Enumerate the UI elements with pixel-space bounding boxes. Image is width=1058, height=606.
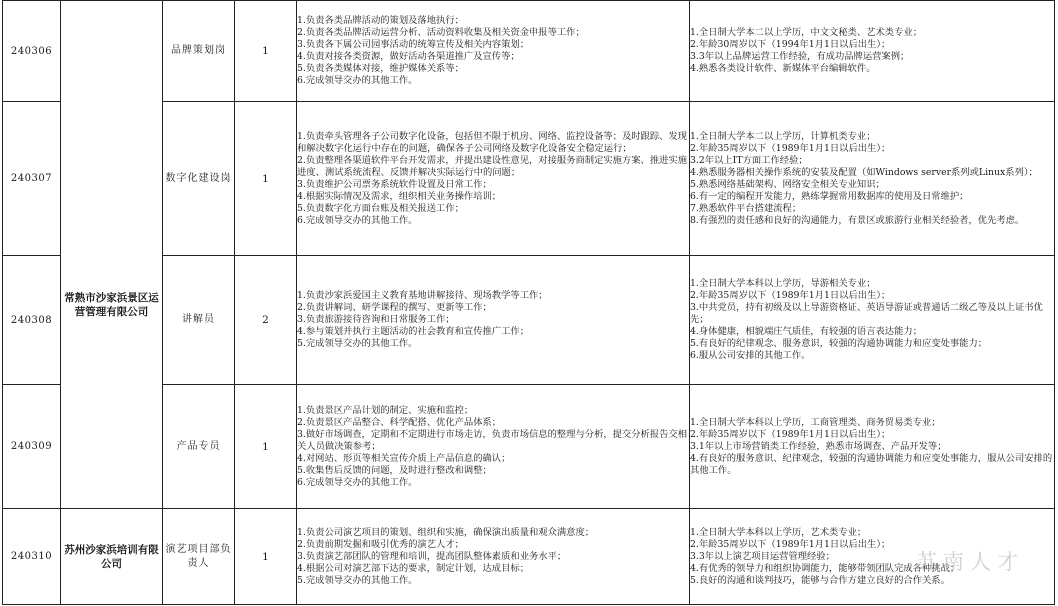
requirement-line: 2.年龄30周岁以下（1994年1月1日以后出生）； — [690, 39, 891, 50]
duties-cell — [297, 509, 690, 605]
duty-line: 5.负责各类媒体对接，维护媒体关系等； — [297, 63, 464, 74]
duty-line: 3.负责旅游接待咨询和日常服务工作； — [297, 314, 455, 325]
headcount: 1 — [235, 509, 297, 605]
job-code: 240307 — [3, 102, 61, 256]
position-name: 品牌策划岗 — [163, 1, 235, 102]
requirement-line: 1.全日制大学本二以上学历，中文文秘类、艺术类专业； — [690, 27, 922, 38]
requirements-cell — [690, 102, 1055, 256]
requirement-line: 4.熟悉服务器相关操作系统的安装及配置（如Windows server系列或Linux系列）； — [690, 166, 1038, 178]
position-name: 演艺项目部负责人 — [163, 509, 235, 605]
watermark: 苏南人才 — [916, 550, 1024, 574]
requirement-line: 5.良好的沟通和谈判技巧，能够与合作方建立良好的合作关系。 — [690, 574, 950, 586]
duty-line: 4.根据公司对演艺部下达的要求，制定计划，达成目标； — [297, 562, 529, 574]
requirement-line: 4.身体健康，相貌端庄气质佳，有较强的语言表达能力； — [690, 326, 922, 337]
requirement-line: 3.2年以上IT方面工作经验； — [690, 154, 808, 166]
requirement-line: 5.有良好的纪律观念、服务意识，较强的沟通协调能力和应变处事能力； — [690, 338, 988, 349]
duty-line: 4.对网站、形页等相关宣传介质上产品信息的确认； — [297, 452, 511, 464]
duty-line: 4.参与策划并执行主题活动的社会教育和宣传推广工作； — [297, 326, 529, 337]
duty-line: 1.负责公司演艺项目的策划、组织和实施，确保演出质量和观众满意度； — [297, 526, 595, 538]
requirement-line: 2.年龄35周岁以下（1989年1月1日以后出生）； — [690, 142, 891, 154]
position-name: 数字化建设岗 — [163, 102, 235, 256]
requirement-line: 5.熟悉网络基础架构、网络安全相关专业知识； — [690, 178, 885, 190]
duty-line: 6.完成领导交办的其他工作。 — [297, 75, 418, 86]
duty-line: 4.负责对接各类资源，做好活动各渠道推广及宣传等； — [297, 51, 520, 62]
duty-line: 6.完成领导交办的其他工作。 — [297, 476, 418, 488]
duties-cell — [297, 385, 690, 509]
duty-line: 2.负责前期发掘和吸引优秀的演艺人才； — [297, 538, 464, 550]
duty-line: 2.负责讲解词、研学课程的撰写、更新等工作； — [297, 302, 492, 313]
job-code: 240308 — [3, 256, 61, 385]
requirement-line: 3.3年以上品牌运营工作经验，有成功品牌运营案例； — [690, 51, 910, 62]
requirement-line: 1.全日制大学本科以上学历，导游相关专业； — [690, 278, 876, 289]
duty-line: 2.负责景区产品整合、科学配搭、优化产品体系； — [297, 416, 502, 428]
requirement-line: 3.中共党员，持有初级及以上导游资格证、英语导游证或普通话二级乙等及以上证书优先； — [690, 302, 1043, 325]
duty-line: 3.负责各下属公司园事活动的统筹宣传及相关内容策划； — [297, 39, 529, 50]
headcount: 1 — [235, 102, 297, 256]
headcount: 1 — [235, 385, 297, 509]
requirements-cell — [690, 385, 1055, 509]
requirement-line: 4.有良好的服务意识、纪律观念，较强的沟通协调能力和应变处事能力，服从公司安排的其他工作。 — [690, 452, 1053, 476]
company-cell: 苏州沙家浜培训有限公司 — [61, 509, 163, 605]
requirement-line: 3.3年以上演艺项目运营管理经验； — [690, 550, 835, 562]
requirement-line: 1.全日制大学本科以上学历，艺术类专业； — [690, 526, 867, 538]
duty-line: 6.完成领导交办的其他工作。 — [297, 214, 418, 226]
duty-line: 2.负责整理各渠道软件平台开发需求，并提出建设性意见，对接服务商制定实施方案、推进实施进度、测试系统流程、反馈并解决实际运行中的问题； — [297, 154, 688, 178]
requirement-line: 7.熟悉软件平台搭建流程； — [690, 202, 802, 214]
job-code: 240309 — [3, 385, 61, 509]
position-name: 讲解员 — [163, 256, 235, 385]
table-row — [3, 1, 1055, 102]
duty-line: 1.负责沙家浜爱国主义教育基地讲解接待、现场教学等工作； — [297, 290, 548, 301]
duties-cell — [297, 1, 690, 102]
requirement-line: 1.全日制大学本二以上学历，计算机类专业； — [690, 130, 876, 142]
requirements-cell — [690, 1, 1055, 102]
company-cell: 常熟市沙家浜景区运营管理有限公司 — [61, 1, 163, 509]
duty-line: 5.完成领导交办的其他工作。 — [297, 338, 418, 349]
duty-line: 1.负责景区产品计划的制定、实施和监控； — [297, 404, 474, 416]
table-row — [3, 509, 1055, 605]
duties-cell — [297, 256, 690, 385]
duty-line: 5.负责数字化方面台账及相关报送工作； — [297, 202, 464, 214]
duty-line: 2.负责各类品牌活动运营分析、活动资料收集及相关资金申报等工作； — [297, 27, 585, 38]
duty-line: 5.收集售后反馈的问题，及时进行整改和调整； — [297, 464, 492, 476]
requirement-line: 6.有一定的编程开发能力，熟练掌握常用数据库的使用及日常维护； — [690, 190, 969, 202]
job-code: 240306 — [3, 1, 61, 102]
requirement-line: 3.1年以上市场营销类工作经验，熟悉市场调查、产品开发等； — [690, 440, 947, 452]
requirement-line: 2.年龄35周岁以下（1989年1月1日以后出生）； — [690, 538, 891, 550]
requirements-cell — [690, 256, 1055, 385]
duty-line: 5.完成领导交办的其他工作。 — [297, 574, 418, 586]
requirement-line: 4.有优秀的领导力和组织协调能力，能够带领团队完成各种挑战； — [690, 562, 960, 574]
requirement-line: 6.服从公司安排的其他工作。 — [690, 350, 811, 361]
headcount: 2 — [235, 256, 297, 385]
duty-line: 3.负责维护公司票务系统软件设置及日常工作； — [297, 178, 492, 190]
requirement-line: 2.年龄35周岁以下（1989年1月1日以后出生）； — [690, 290, 891, 301]
duty-line: 4.根据实际情况及需求，组织相关业务操作培训； — [297, 190, 502, 202]
requirement-line: 1.全日制大学本科以上学历，工商管理类、商务贸易类专业； — [690, 416, 941, 428]
duty-line: 1.负责各类品牌活动的策划及落地执行； — [297, 15, 464, 26]
duty-line: 1.负责牵头管理各子公司数字化设备，包括但不限于机房、网络、监控设备等；及时跟踪、发现和解决数字化运行中存在的问题，确保各子公司网络及数字化设备安全稳定运行； — [297, 130, 688, 154]
duty-line: 3.负责演艺部团队的管理和培训，提高团队整体素质和业务水平； — [297, 550, 567, 562]
requirement-line: 4.熟悉各类设计软件、新媒体平台编辑软件。 — [690, 63, 876, 74]
headcount: 1 — [235, 1, 297, 102]
duty-line: 3.做好市场调查，定期和不定期进行市场走访，负责市场信息的整理与分析，提交分析报告交相关人员做决策参考； — [297, 428, 688, 452]
duties-cell — [297, 102, 690, 256]
recruitment-table — [2, 0, 1055, 605]
requirement-line: 8.有强烈的责任感和良好的沟通能力，有景区或旅游行业相关经验者，优先考虑。 — [690, 214, 1025, 226]
job-code: 240310 — [3, 509, 61, 605]
position-name: 产品专员 — [163, 385, 235, 509]
requirement-line: 2.年龄35周岁以下（1989年1月1日以后出生）； — [690, 428, 891, 440]
